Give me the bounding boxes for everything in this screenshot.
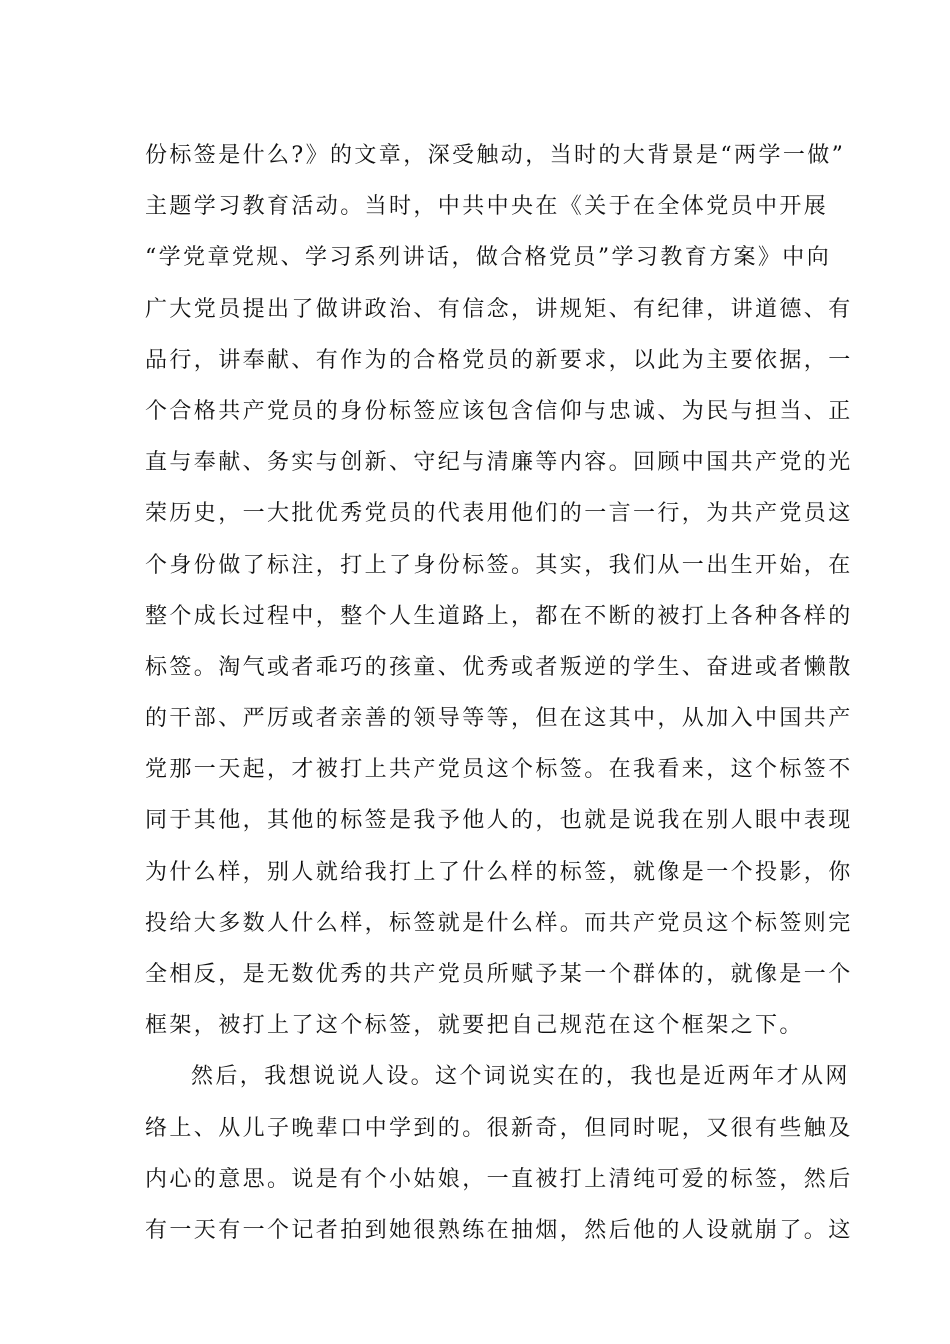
text-line: 内心的意思。说是有个小姑娘，一直被打上清纯可爱的标签，然后 — [145, 1166, 853, 1192]
text-line: 框架，被打上了这个标签，就要把自己规范在这个框架之下。 — [145, 1013, 804, 1039]
text-line: 党那一天起，才被打上共产党员这个标签。在我看来，这个标签不 — [145, 757, 853, 783]
text-line: 个身份做了标注，打上了身份标签。其实，我们从一出生开始，在 — [145, 552, 853, 578]
text-line: “学党章党规、学习系列讲话，做合格党员”学习教育方案》中向 — [145, 245, 832, 271]
text-line: 的干部、严厉或者亲善的领导等等，但在这其中，从加入中国共产 — [145, 706, 853, 732]
paragraph-1 — [145, 130, 853, 1051]
text-line: 个合格共产党员的身份标签应该包含信仰与忠诚、为民与担当、正 — [145, 398, 853, 424]
text-line: 份标签是什么?》的文章，深受触动，当时的大背景是“两学一做” — [145, 143, 846, 168]
text-line: 标签。淘气或者乖巧的孩童、优秀或者叛逆的学生、奋进或者懒散 — [145, 654, 853, 680]
text-line: 为什么样，别人就给我打上了什么样的标签，就像是一个投影，你 — [145, 859, 853, 885]
text-line: 荣历史，一大批优秀党员的代表用他们的一言一行，为共产党员这 — [145, 501, 853, 527]
text-line: 直与奉献、务实与创新、守纪与清廉等内容。回顾中国共产党的光 — [145, 450, 853, 476]
text-line: 全相反，是无数优秀的共产党员所赋予某一个群体的，就像是一个 — [145, 962, 853, 987]
text-line: 整个成长过程中，整个人生道路上，都在不断的被打上各种各样的 — [145, 603, 853, 629]
text-line: 同于其他，其他的标签是我予他人的，也就是说我在别人眼中表现 — [145, 808, 853, 834]
text-line: 投给大多数人什么样，标签就是什么样。而共产党员这个标签则完 — [145, 910, 853, 936]
text-line: 络上、从儿子晚辈口中学到的。很新奇，但同时呢，又很有些触及 — [145, 1115, 853, 1141]
document-body — [145, 130, 853, 1256]
text-line: 品行，讲奉献、有作为的合格党员的新要求，以此为主要依据，一 — [145, 347, 853, 373]
text-line: 广大党员提出了做讲政治、有信念，讲规矩、有纪律，讲道德、有 — [145, 296, 853, 322]
paragraph-2 — [145, 1051, 853, 1256]
text-line: 主题学习教育活动。当时，中共中央在《关于在全体党员中开展 — [145, 194, 829, 220]
text-line-indented: 然后，我想说说人设。这个词说实在的，我也是近两年才从网 — [191, 1064, 850, 1090]
text-line: 有一天有一个记者拍到她很熟练在抽烟，然后他的人设就崩了。这 — [145, 1217, 853, 1243]
